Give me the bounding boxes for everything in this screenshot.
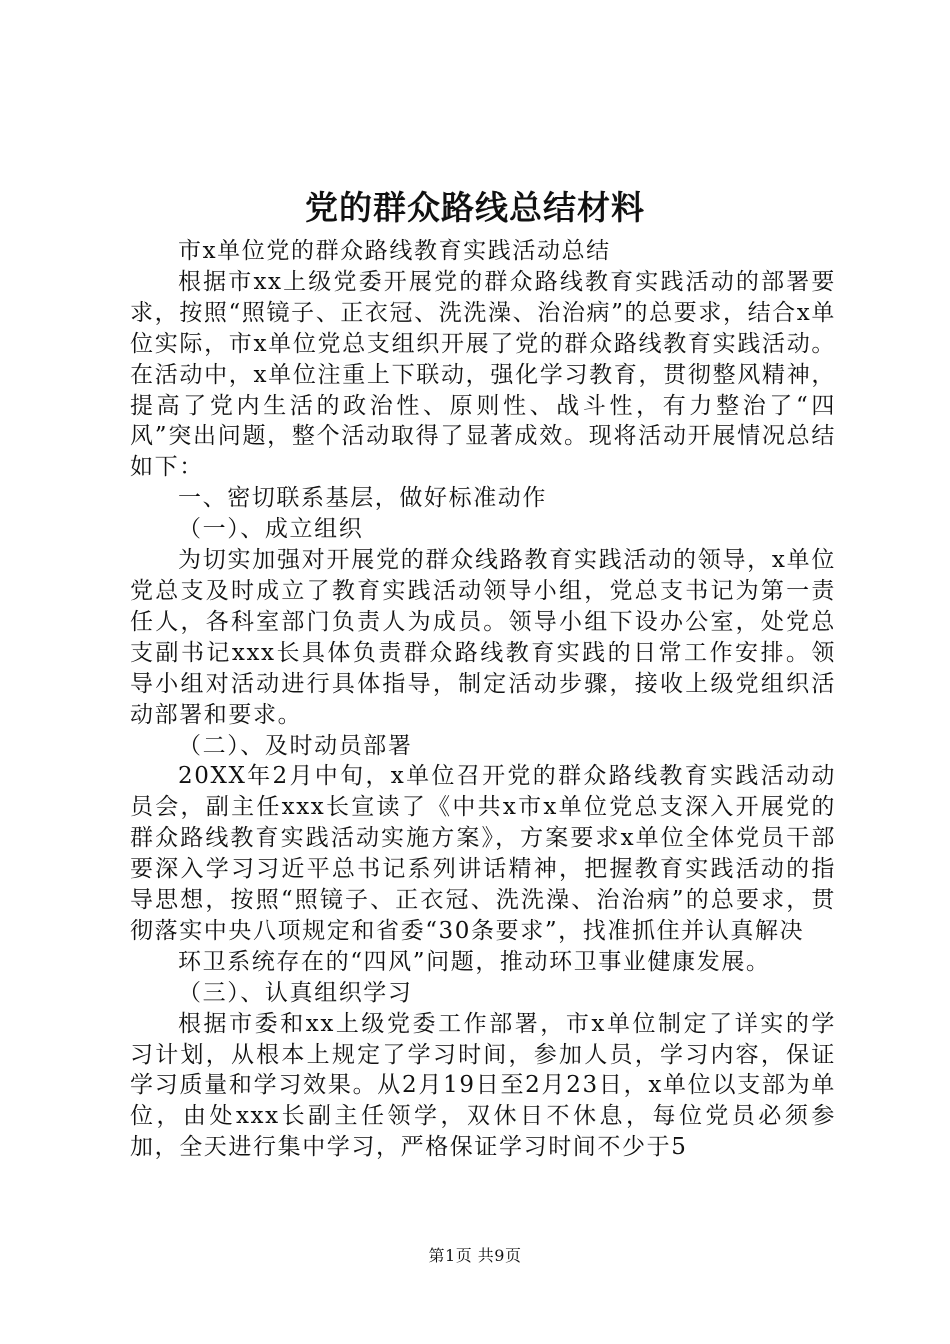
subsection-heading-2: （二）、及时动员部署: [178, 732, 413, 759]
document-title: 党的群众路线总结材料: [305, 188, 645, 227]
body-paragraph-2: 20XX年2月中旬，x单位召开党的群众路线教育实践活动动员会，副主任xxx长宣读了《中共x市x单位党总支深入开展党的群众路线教育实践活动实施方案》，方案要求x单位全体党员干部要深入学习习近平总书记系列讲话精神，把握教育实践活动的指导思想，按照“照镜子、正衣冠、洗洗澡、治治病”的总要求，贯彻落实中央八项规定和省委“30条要求”，找准抓住并认真解决: [130, 763, 836, 944]
document-body: [130, 236, 836, 1163]
section-heading-1: 一、密切联系基层，做好标准动作: [178, 485, 547, 512]
body-paragraph-3: 环卫系统存在的“四风”问题，推动环卫事业健康发展。: [178, 948, 771, 975]
body-paragraph-4: 根据市委和xx上级党委工作部署，市x单位制定了详实的学习计划，从根本上规定了学习时间，参加人员，学习内容，保证学习质量和学习效果。从2月19日至2月23日，x单位以支部为单位，由处xxx长副主任领学，双休日不休息，每位党员必须参加，全天进行集中学习，严格保证学习时间不少于5: [130, 1010, 836, 1161]
subsection-heading-3: （三）、认真组织学习: [178, 979, 413, 1006]
subtitle-paragraph: 市x单位党的群众路线教育实践活动总结: [178, 238, 611, 264]
subsection-heading-1: （一）、成立组织: [178, 516, 364, 543]
body-paragraph-1: 为切实加强对开展党的群众线路教育实践活动的领导，x单位党总支及时成立了教育实践活动领导小组，党总支书记为第一责任人，各科室部门负责人为成员。领导小组下设办公室，处党总支副书记xxx长具体负责群众路线教育实践的日常工作安排。领导小组对活动进行具体指导，制定活动步骤，接收上级党组织活动部署和要求。: [130, 547, 836, 728]
intro-paragraph: 根据市xx上级党委开展党的群众路线教育实践活动的部署要求，按照“照镜子、正衣冠、洗洗澡、治治病”的总要求，结合x单位实际，市x单位党总支组织开展了党的群众路线教育实践活动。在活动中，x单位注重上下联动，强化学习教育，贯彻整风精神，提高了党内生活的政治性、原则性、战斗性，有力整治了“四风”突出问题，整个活动取得了显著成效。现将活动开展情况总结如下：: [130, 268, 836, 481]
page-number-footer: 第1页 共9页: [428, 1246, 522, 1265]
